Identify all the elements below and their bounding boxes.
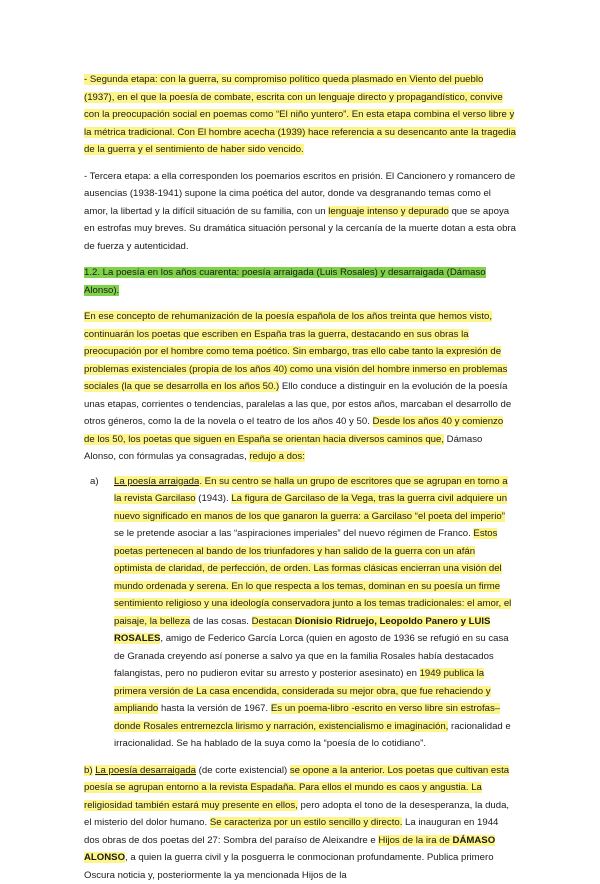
highlighted-text: - Segunda etapa: con la guerra, su compromiso político queda plasmado en Viento del pueblo (1937), en el que la poesía de combate, escrita con un lenguaje directo y propagandístico, convive con la preocupación social en poemas como “El niño yuntero”. En esta etapa combina el verso libre y la métrica tradicional. bbox=[84, 74, 514, 138]
paragraph-rehumanizacion bbox=[84, 308, 516, 466]
highlighted-text: En ese concepto de rehumanización de la poesía española de los años treinta que hemos visto, continuarán los poetas que escriben en España tras la guerra, destacando en sus obras la preocupación por el hombre como tema poético. Sin embargo, tras ello cabe tanto la expresión de problemas existenciales (propia de los años 40) como una visión del hombre inmerso en problemas sociales (la que se desarrolla en los años 50.) bbox=[84, 311, 507, 392]
author-names: Dionisio Ridruejo, Leopoldo Panero y LUIS ROSALES bbox=[114, 616, 490, 645]
highlighted-text: Destacan bbox=[252, 616, 295, 627]
body-text: Ello conduce a distinguir en la evolución de la poesía unas etapas, corrientes o tendencias, paralelas a las que, por estos años, marcaban el desarrollo de otros géneros, como la de la novela o el teatro de los años 40 y 50. bbox=[84, 381, 511, 427]
highlighted-text: se opone a la anterior. Los poetas que cultivan esta poesía se agrupan entorno a la revista Espadaña. Para ellos el mundo es caos y angustia. La religiosidad también estará muy presente en ellos, bbox=[84, 765, 509, 811]
body-text: (de corte existencial) bbox=[196, 765, 290, 776]
body-text: La inauguran en 1944 dos obras de dos poetas del 27: Sombra del paraíso de Aleixandre e bbox=[84, 817, 498, 846]
highlighted-text: Desde los años 40 y comienzo de los 50, los poetas que siguen en España se orientan hacia diversos caminos que, bbox=[84, 416, 503, 445]
paragraph-tercera-etapa bbox=[84, 168, 516, 256]
body-text: pero adopta el tono de la desesperanza, la duda, el misterio del dolor humano. bbox=[84, 800, 509, 829]
section-heading bbox=[84, 264, 516, 299]
list-item-text bbox=[114, 473, 516, 753]
highlighted-text: . En su centro se halla un grupo de escritores que se agrupan en torno a la revista Garcilaso bbox=[114, 476, 508, 505]
highlighted-text: Estos poetas pertenecen al bando de los triunfadores y han salido de la guerra con un afán optimista de claridad, de perfección, de orden. Las formas clásicas encierran una visión del mundo ordenada y serena. En lo que respecta a los temas, dominan en su poesía un firme sentimiento religioso y una ideología conservadora junto a los temas tradicionales: el amor, el paisaje, la belleza bbox=[114, 528, 511, 627]
highlighted-text: Con El hombre acecha (1939) hace referencia a su desencanto ante la tragedia de la guerra y el sentimiento de haber sido vencido. bbox=[84, 127, 516, 156]
body-text: - Tercera etapa: a ella corresponden los poemarios escritos en prisión. El Cancionero y romancero de ausencias (1938-1941) supone la cima poética del autor, donde va desgranando temas como el amor, la libertad y la difícil situación de su familia, con un bbox=[84, 171, 515, 217]
highlighted-text: lenguaje intenso y depurado bbox=[328, 206, 449, 217]
paragraph-segunda-etapa bbox=[84, 71, 516, 159]
body-text: , a quien la guerra civil y la posguerra le conmocionan profundamente. Publica primero Oscura noticia y, posteriormente la ya mencionada Hijos de la bbox=[84, 852, 494, 881]
body-text: , amigo de Federico García Lorca (quien en agosto de 1936 se refugió en su casa de Granada creyendo así ponerse a salvo ya que en la familia Rosales había destacados falangistas, pero no pudieron evitar su arresto y posterior asesinato) en bbox=[114, 633, 509, 679]
body-text: de las cosas. bbox=[190, 616, 251, 627]
highlighted-text: 1949 publica la primera versión de La casa encendida, considerada su mejor obra, que fue rehaciendo y ampliando bbox=[114, 668, 491, 714]
highlighted-text: Hijos de la ira de bbox=[378, 835, 452, 846]
list-marker: b) bbox=[84, 765, 93, 776]
highlighted-text: Es un poema-libro -escrito en verso libre sin estrofas– donde Rosales entremezcla lirismo y narración, existencialismo e imaginación, bbox=[114, 703, 500, 732]
body-text: se le pretende asociar a las “aspiraciones imperiales” del nuevo régimen de Franco. bbox=[114, 528, 473, 539]
heading-text: 1.2. La poesía en los años cuarenta: poesía arraigada (Luis Rosales) y desarraigada (Dámaso Alonso). bbox=[84, 267, 486, 296]
list-item-poesia-arraigada bbox=[84, 473, 516, 753]
item-title: La poesía desarraigada bbox=[95, 765, 196, 776]
item-title: La poesía arraigada bbox=[114, 476, 199, 487]
list-item-poesia-desarraigada bbox=[84, 762, 516, 884]
body-text: racionalidad e irracionalidad. Se ha hablado de la suya como la “poesía de lo cotidiano”. bbox=[114, 721, 511, 750]
highlighted-text: redujo a dos: bbox=[249, 451, 304, 462]
list-marker: a) bbox=[90, 473, 99, 491]
highlighted-text: La figura de Garcilaso de la Vega, tras la guerra civil adquiere un nuevo significado en manos de los que ganaron la guerra: a Garcilaso “el poeta del imperio” bbox=[114, 493, 507, 522]
body-text: que se apoya en estrofas muy breves. Su dramática situación personal y la cercanía de la muerte dotan a esta obra de fuerza y autenticidad. bbox=[84, 206, 516, 252]
body-text: hasta la versión de 1967. bbox=[158, 703, 271, 714]
body-text: Dámaso Alonso, con fórmulas ya consagradas, bbox=[84, 434, 482, 463]
highlighted-text: Se caracteriza por un estilo sencillo y directo. bbox=[210, 817, 403, 828]
body-text: (1943). bbox=[196, 493, 232, 504]
document-page bbox=[84, 71, 516, 884]
author-name: DÁMASO ALONSO bbox=[84, 835, 495, 864]
